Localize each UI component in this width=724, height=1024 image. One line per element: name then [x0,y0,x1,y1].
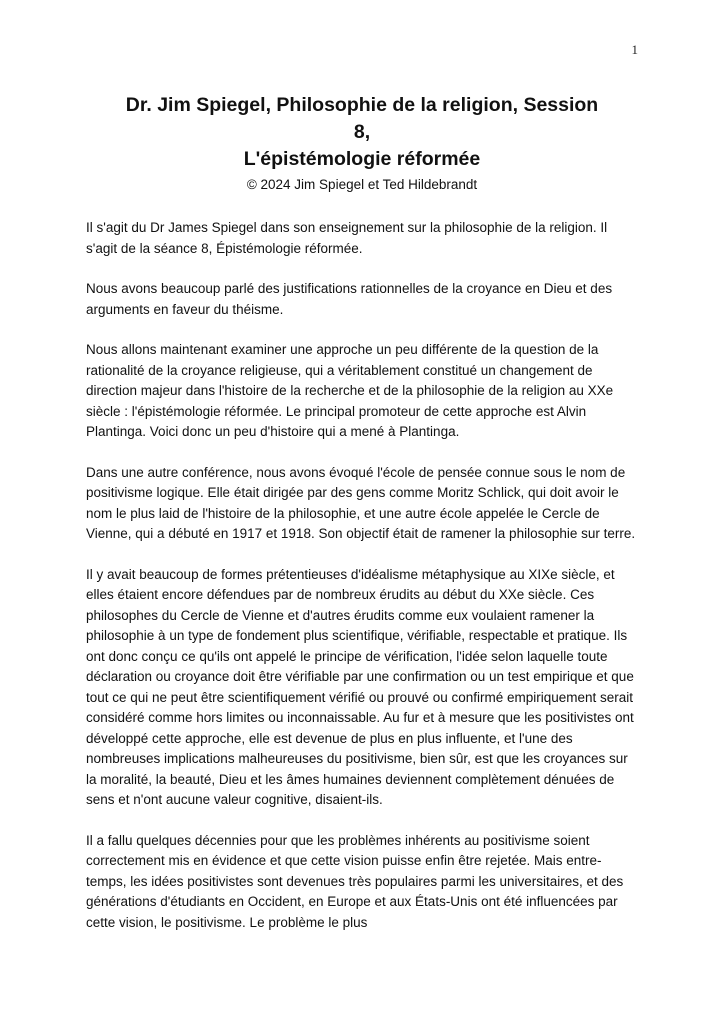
title-line-2: 8, [353,121,371,143]
paragraph-logical-positivism: Dans une autre conférence, nous avons évoqué l'école de pensée connue sous le nom de positivisme logique. Elle était dirigée par des gens comme Moritz Schlick, qui doit avoir le nom le plus laid de l'histoire de la philosophie, et une autre école appelée le Cercle de Vienne, qui a débuté en 1917 et 1918. Son objectif était de ramener la philosophie sur terre. [86,464,636,541]
paragraph-justifications: Nous avons beaucoup parlé des justifications rationnelles de la croyance en Dieu et des arguments en faveur du théisme. [86,281,613,317]
paragraph-reformed-epistemology: Nous allons maintenant examiner une approche un peu différente de la question de la rationalité de la croyance religieuse, qui a véritablement constitué un changement de direction majeur dans l'histoire de la recherche et de la philosophie de la religion au XXe siècle : l'épistémologie réformée. Le principal promoteur de cette approche est Alvin Plantinga. Voici donc un peu d'histoire qui a mené à Plantinga. [86,342,614,439]
title-line-3: L'épistémologie réformée [243,148,481,170]
paragraph-rejection: Il a fallu quelques décennies pour que les problèmes inhérents au positivisme soient correctement mis en évidence et que cette vision puisse enfin être rejetée. Mais entre-temps, les idées positivistes sont devenues très populaires parmi les universitaires, et des générations d'étudiants en Occident, en Europe et aux États-Unis ont été influencées par cette vision, le positivisme. Le problème le plus [86,832,624,930]
copyright-line: © 2024 Jim Spiegel et Ted Hildebrandt [246,177,478,192]
document-body [86,218,638,953]
document-header [86,92,638,194]
paragraph-verification-principle: Il y avait beaucoup de formes prétentieuses d'idéalisme métaphysique au XIXe siècle, et elles étaient encore défendues par de nombreux érudits au début du XXe siècle. Ces philosophes du Cercle de Vienne et d'autres érudits comme eux voulaient ramener la philosophie à un type de fondement plus scientifique, vérifiable, respectable et pratique. Ils ont donc conçu ce qu'ils ont appelé le principe de vérification, l'idée selon laquelle toute déclaration ou croyance doit être vérifiable par une confirmation ou un test empirique et que tout ce qui ne peut être scientifiquement vérifié ou prouvé ou confirmé empiriquement serait considéré comme hors limites ou inconnaissable. Au fur et à mesure que les positivistes ont développé cette approche, elle est devenue de plus en plus influente, et l'une des nombreuses implications malheureuses du positivisme, bien sûr, est que les croyances sur la moralité, la beauté, Dieu et les âmes humaines deviennent complètement dénuées de sens et n'ont aucune valeur cognitive, disaient-ils. [86,566,634,807]
page-number: 1 [631,42,638,57]
document-title [86,92,638,173]
paragraph-intro: Il s'agit du Dr James Spiegel dans son enseignement sur la philosophie de la religion. Il s'agit de la séance 8, Épistémologie réformée. [86,220,608,256]
title-line-1: Dr. Jim Spiegel, Philosophie de la religion, Session [125,94,599,116]
